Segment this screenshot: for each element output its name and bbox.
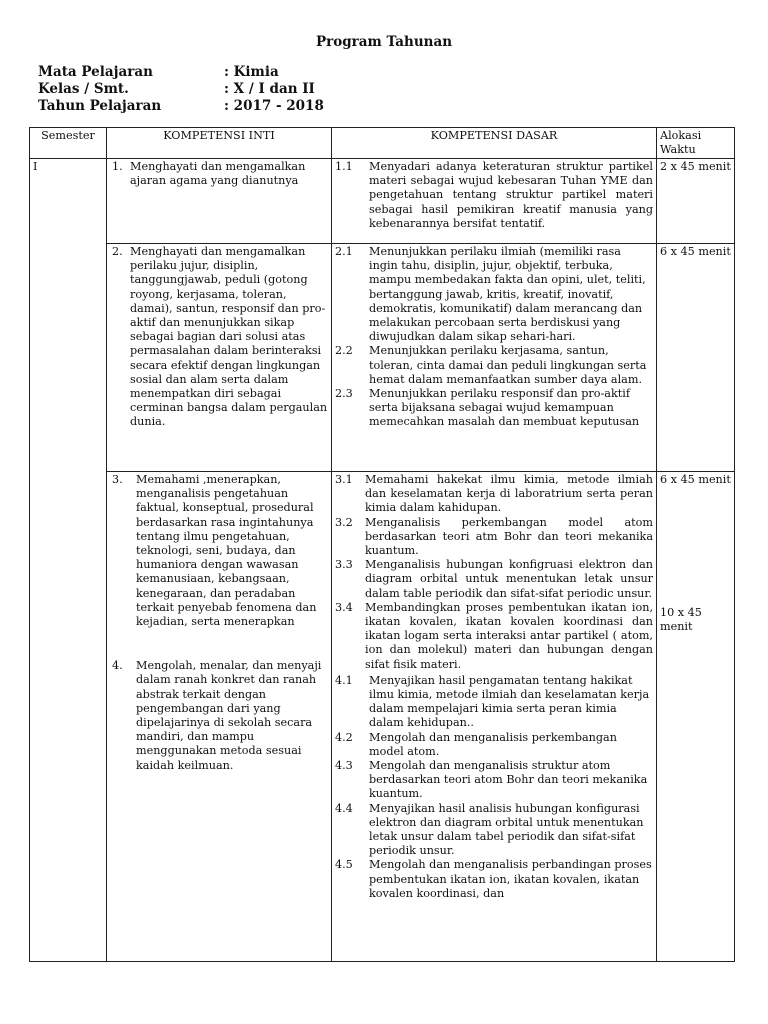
kd-cell [332,244,657,472]
header-kompetensi-inti: KOMPETENSI INTI [107,128,332,159]
kd-text: Menyadari adanya keteraturan struktur partikel materi sebagai wujud kebesaran Tuhan YME dan pengetahuan tentang struktur partikel materi sebagai hasil pemikiran kreatif manusia yang kebenarannya bersifat tentatif. [369,160,653,230]
kd-text: Menganalisis hubungan konfigruasi elektron dan diagram orbital untuk menentukan letak unsur dalam table periodik dan sifat-sifat periodic unsur. [365,558,653,600]
kd-cell [332,472,657,962]
info-row-year [38,98,324,115]
kd-item [335,160,653,231]
kd-item [335,759,653,802]
kd-number: 3.3 [335,558,353,572]
alokasi-cell: 6 x 45 menit [657,244,735,472]
kd-number: 4.4 [335,801,353,815]
kd-item [335,802,653,859]
ki-item [110,659,328,773]
info-row-subject [38,64,324,81]
table-header-row [30,128,735,159]
ki-item [110,160,328,188]
ki-text: Memahami ,menerapkan, menganalisis pengetahuan faktual, konseptual, prosedural berdasarkan rasa ingintahunya tentang ilmu pengetahuan, teknologi, seni, budaya, dan humaniora dengan wawasan kemanusiaan, kebangsaan, kenegaraan, dan peradaban terkait penyebab fenomena dan kejadian, serta menerapkan [136,473,317,629]
kd-text: Menyajikan hasil analisis hubungan konfigurasi elektron dan diagram orbital untuk menentukan letak unsur dalam tabel periodik dan sifat-sifat periodik unsur. [369,801,644,858]
ki-text: Mengolah, menalar, dan menyaji dalam ranah konkret dan ranah abstrak terkait dengan pengembangan dari yang dipelajarinya di sekolah secara mandiri, dan mampu menggunakan metoda sesuai kaidah keilmuan. [136,659,322,772]
kd-item [335,245,653,344]
kd-text: Menganalisis perkembangan model atom berdasarkan teori atm Bohr dan teori mekanika kuantum. [365,515,653,558]
table-row [30,472,735,962]
ki-number: 1. [112,160,123,173]
table-row [30,244,735,472]
kd-text: Mengolah dan menganalisis perkembangan model atom. [369,730,617,758]
ki-number: 2. [112,245,123,258]
info-value: : Kimia [224,64,279,80]
ki-text: Menghayati dan mengamalkan perilaku jujur, disiplin, tanggungjawab, peduli (gotong royong, kerjasama, toleran, damai), santun, responsif dan pro-aktif dan menunjukkan sikap sebagai bagian dari solusi atas permasalahan dalam berinteraksi secara efektif dengan lingkungan sosial dan alam serta dalam menempatkan diri sebagai cerminan bangsa dalam pergaulan dunia. [130,245,328,429]
semester-cell: I [30,159,107,962]
header-kompetensi-dasar: KOMPETENSI DASAR [332,128,657,159]
kd-number: 2.2 [335,344,353,358]
kd-item [335,601,653,672]
kd-text: Menunjukkan perilaku ilmiah (memiliki rasa ingin tahu, disiplin, jujur, objektif, terbuka, mampu membedakan fakta dan opini, ulet, teliti, bertanggung jawab, kritis, kreatif, inovatif, demokratis, komunikatif) dalam merancang dan melakukan percobaan serta berdiskusi yang diwujudkan dalam sikap sehari-hari. [369,245,646,344]
ki-cell [107,472,332,962]
kd-number: 3.1 [335,473,353,486]
ki-number: 3. [112,473,123,486]
kd-cell [332,159,657,244]
kd-text: Menunjukkan perilaku responsif dan pro-aktif serta bijaksana sebagai wujud kemampuan memecahkan masalah dan membuat keputusan [369,387,640,429]
info-row-class [38,81,324,98]
kd-item [335,858,653,901]
kd-number: 4.5 [335,858,353,872]
header-alokasi-waktu: Alokasi Waktu [657,128,735,159]
info-label: Mata Pelajaran [38,64,153,80]
kd-item [335,473,653,516]
ki-cell [107,244,332,472]
kd-text: Mengolah dan menganalisis struktur atom berdasarkan teori atom Bohr dan teori mekanika kuantum. [369,759,648,801]
program-table [29,127,735,962]
kd-item [335,344,653,387]
kd-number: 2.3 [335,387,353,401]
table-row [30,159,735,244]
kd-text: Memahami hakekat ilmu kimia, metode ilmiah dan keselamatan kerja di laboratrium serta peran kimia dalam kahidupan. [365,473,653,515]
course-info [38,64,324,115]
info-value: : X / I dan II [224,81,315,97]
kd-item [335,387,653,430]
kd-text: Menunjukkan perilaku kerjasama, santun, toleran, cinta damai dan peduli lingkungan serta hemat dalam memanfaatkan sumber daya alam. [369,344,647,386]
kd-item [335,674,653,731]
ki-text: Menghayati dan mengamalkan ajaran agama yang dianutnya [130,160,306,188]
ki-cell [107,159,332,244]
kd-text: Menyajikan hasil pengamatan tentang hakikat ilmu kimia, metode ilmiah dan keselamatan kerja dalam mempelajari kimia serta peran kimia dalam kehidupan.. [369,673,650,730]
kd-number: 4.3 [335,759,353,773]
kd-number: 2.1 [335,245,353,258]
kd-item [335,558,653,601]
spacer [660,487,731,606]
kd-number: 3.2 [335,515,353,529]
kd-number: 4.1 [335,673,353,687]
ki-number: 4. [112,659,123,673]
alokasi-cell: 2 x 45 menit [657,159,735,244]
header-semester: Semester [30,128,107,159]
info-value: : 2017 - 2018 [224,98,324,114]
alokasi-value: 6 x 45 menit [660,473,731,486]
kd-number: 3.4 [335,600,353,614]
info-label: Tahun Pelajaran [38,98,162,114]
ki-item [110,473,328,629]
kd-number: 4.2 [335,730,353,744]
kd-number: 1.1 [335,160,353,173]
ki-item [110,245,328,430]
alokasi-value: 10 x 45 menit [660,606,702,634]
kd-text: Membandingkan proses pembentukan ikatan ion, ikatan kovalen, ikatan kovalen koordinasi dan ikatan logam serta interaksi antar partikel ( atom, ion dan molekul) materi dan hubungan dengan sifat fisik materi. [365,600,653,671]
spacer [110,629,328,659]
page-title: Program Tahunan [315,34,453,50]
kd-item [335,731,653,759]
alokasi-cell [657,472,735,962]
kd-item [335,516,653,559]
info-label: Kelas / Smt. [38,81,129,97]
kd-text: Mengolah dan menganalisis perbandingan proses pembentukan ikatan ion, ikatan kovalen, ikatan kovalen koordinasi, dan [369,858,652,900]
